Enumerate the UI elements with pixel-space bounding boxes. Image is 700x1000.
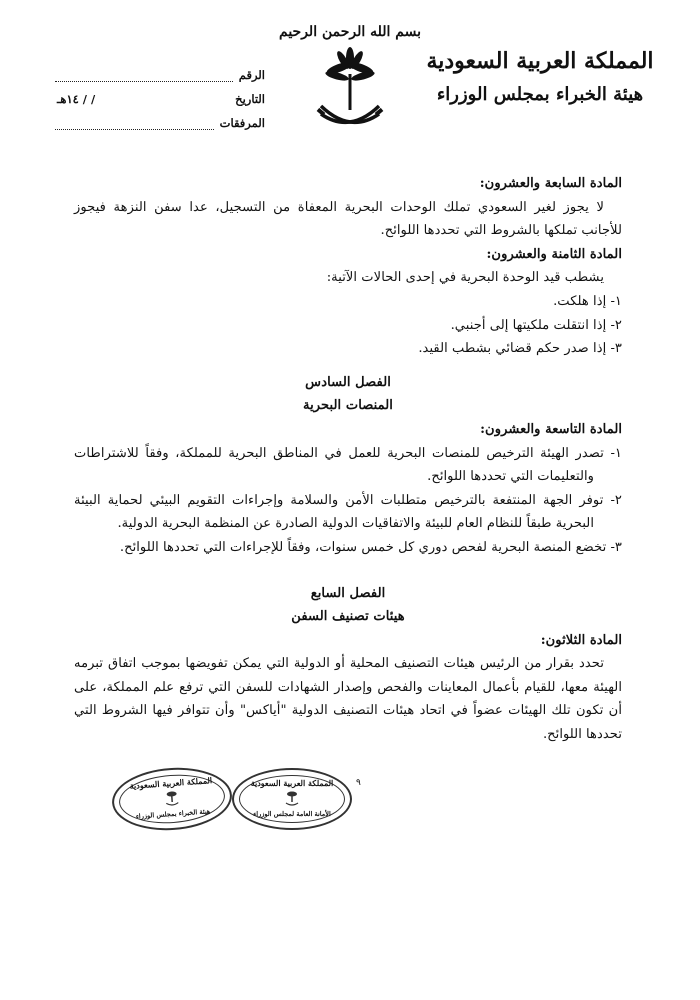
chapter-7-title: الفصل السابع — [310, 585, 386, 601]
article-29-item: ١- تصدر الهيئة الترخيص للمنصات البحرية للعمل في المناطق البحرية للمملكة، وفقاً للاشتراطات والتعليمات التي تحددها اللوائح. — [74, 445, 622, 485]
stamp-bottom-text: الأمانة العامة لمجلس الوزراء — [253, 810, 331, 818]
article-27-title: المادة السابعة والعشرون: — [479, 176, 622, 191]
article-29-item: ٢- توفر الجهة المنتفعة بالترخيص متطلبات الأمن والسلامة وإجراءات التقويم البيئي لحماية البيئة البحرية طبقاً للنظام العام للبيئة والاتفاقيات الدولية الصادرة عن المنظمة البحرية الدولية. — [74, 492, 622, 532]
saudi-emblem-icon — [315, 44, 385, 134]
chapter-7-subtitle: هيئات تصنيف السفن — [291, 609, 405, 625]
attachments-label: المرفقات — [219, 116, 265, 130]
article-28-item: ٣- إذا صدر حكم قضائي بشطب القيد. — [418, 341, 622, 357]
article-28-title: المادة الثامنة والعشرون: — [486, 246, 622, 262]
document-body — [74, 172, 622, 747]
official-stamp — [232, 768, 352, 830]
article-30-text: تحدد بقرار من الرئيس هيئات التصنيف المحلية أو الدولية التي يمكن تفويضها بموجب اتفاق تبرمه الهيئة معها، للقيام بأعمال المعاينات والفحص وإصدار الشهادات للسفن التي ترفع علم المملكة، على أن تكون تلك الهيئات عضواً في اتحاد هيئات التصنيف الدولية "أياكس" وأن تتوافر فيها الشروط التي تحددها اللوائح. — [74, 656, 622, 743]
chapter-6-subtitle: المنصات البحرية — [303, 398, 393, 414]
date-row — [55, 82, 265, 106]
date-label: التاريخ — [235, 92, 265, 106]
number-line — [55, 71, 233, 82]
page-number: ٩ — [356, 778, 361, 788]
number-label: الرقم — [238, 68, 265, 82]
kingdom-name: المملكة العربية السعودية — [426, 48, 654, 74]
reference-fields — [55, 58, 265, 130]
article-28-item: ١- إذا هلكت. — [553, 293, 622, 309]
official-stamp — [110, 764, 234, 834]
bismillah: بسم الله الرحمن الرحيم — [279, 24, 421, 40]
attachments-line — [55, 119, 214, 130]
letterhead — [425, 50, 655, 104]
stamp-top-text: المملكة العربية السعودية — [129, 775, 213, 791]
article-29-item: ٣- تخضع المنصة البحرية لفحص دوري كل خمس سنوات، وفقاً للإجراءات التي تحددها اللوائح. — [119, 539, 622, 555]
attachments-row — [55, 106, 265, 130]
article-28-item: ٢- إذا انتقلت ملكيتها إلى أجنبي. — [450, 317, 622, 333]
number-row — [55, 58, 265, 82]
article-30-title: المادة الثلاثون: — [540, 632, 622, 648]
stamp-bottom-text: هيئة الخبراء بمجلس الوزراء — [135, 807, 211, 821]
article-28-intro: يشطب قيد الوحدة البحرية في إحدى الحالات الآتية: — [326, 270, 604, 286]
stamp-top-text: المملكة العربية السعودية — [250, 778, 334, 788]
date-value: / / ١٤هـ — [57, 92, 96, 106]
stamp-emblem-icon — [164, 790, 179, 807]
council-name: هيئة الخبراء بمجلس الوزراء — [436, 84, 644, 105]
stamp-emblem-icon — [285, 790, 299, 806]
article-27-text: لا يجوز لغير السعودي تملك الوحدات البحرية المعفاة من التسجيل، عدا سفن النزهة فيجوز للأجانب تملكها بالشروط التي تحددها اللوائح. — [74, 199, 622, 239]
article-29-title: المادة التاسعة والعشرون: — [480, 421, 622, 437]
chapter-6-title: الفصل السادس — [305, 374, 391, 390]
